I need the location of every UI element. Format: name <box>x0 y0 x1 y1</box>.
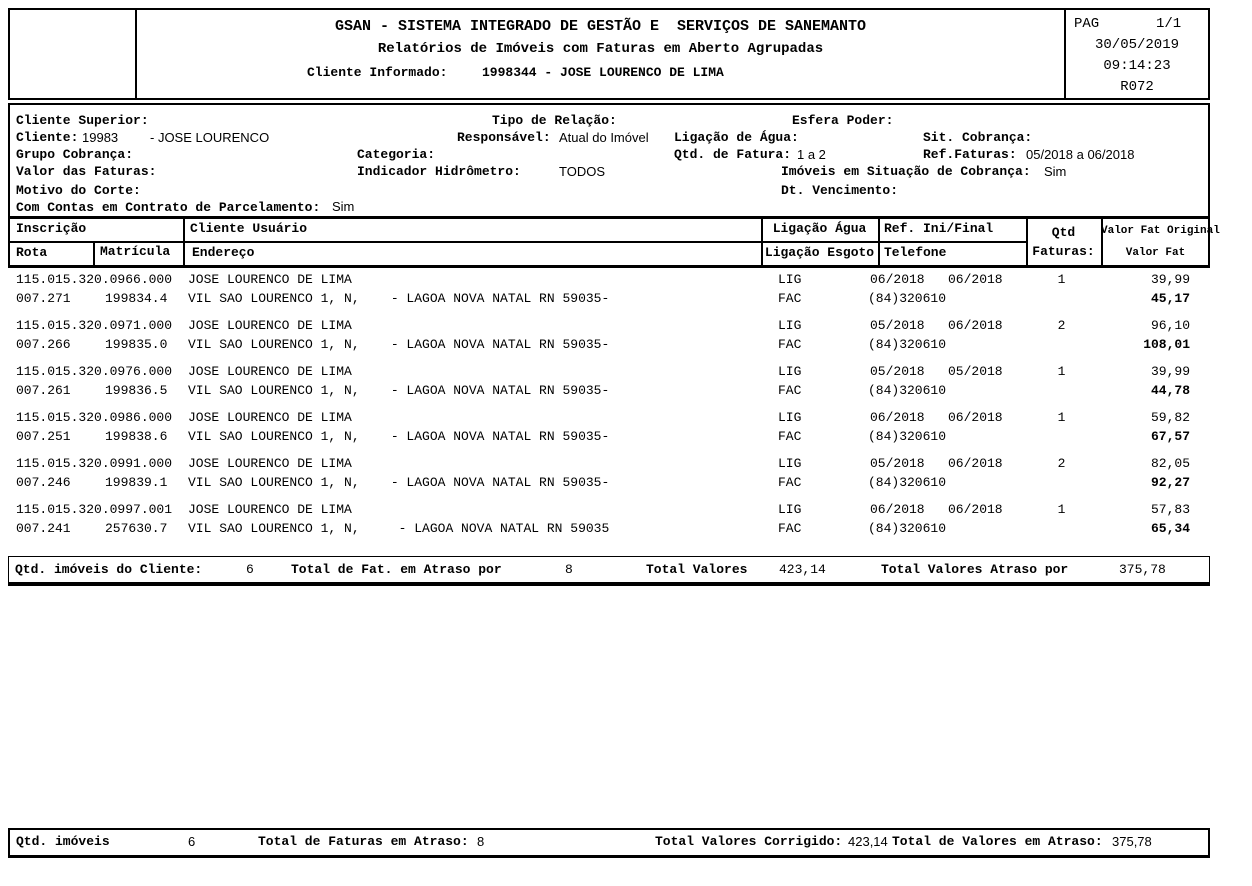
table-row <box>8 268 1210 314</box>
filter-valor-faturas-label: Valor das Faturas: <box>16 164 157 179</box>
footer-qtd-imoveis-value: 6 <box>188 834 196 849</box>
filter-indicador-hidrometro-value: TODOS <box>559 164 605 179</box>
cliente-informado-value: 1998344 - JOSE LOURENCO DE LIMA <box>482 65 724 80</box>
filter-responsavel-label: Responsável: <box>457 130 551 145</box>
cell-ref-ini: 05/2018 <box>870 318 925 333</box>
cell-cliente: JOSE LOURENCO DE LIMA <box>188 364 352 379</box>
cell-valor-fat: 108,01 <box>1143 337 1190 352</box>
cell-rota: 007.261 <box>16 383 71 398</box>
filter-qtd-fatura-value: 1 a 2 <box>797 147 826 162</box>
cell-telefone: (84)320610 <box>868 291 947 306</box>
cell-rota: 007.266 <box>16 337 71 352</box>
cell-ref-final: 06/2018 <box>948 410 1003 425</box>
cell-ref-ini: 05/2018 <box>870 364 925 379</box>
cell-valor-original: 39,99 <box>1150 272 1190 287</box>
filter-ref-faturas-value: 05/2018 a 06/2018 <box>1026 147 1135 162</box>
cell-matricula: 199835.0 <box>105 337 168 352</box>
cell-endereco: VIL SAO LOURENCO 1, N, - LAGOA NOVA NATAL RN 59035- <box>188 383 610 398</box>
client-summary-bar <box>8 556 1210 586</box>
cell-cliente: JOSE LOURENCO DE LIMA <box>188 410 352 425</box>
filter-categoria-label: Categoria: <box>357 147 436 162</box>
cell-rota: 007.271 <box>16 291 71 306</box>
table-row <box>8 314 1210 360</box>
cell-ligacao-agua: LIG <box>778 410 802 425</box>
cell-telefone: (84)320610 <box>868 383 947 398</box>
footer-qtd-imoveis-label: Qtd. imóveis <box>16 834 110 849</box>
cell-inscricao: 115.015.320.0997.001 <box>16 502 173 517</box>
col-header-cliente-usuario: Cliente Usuário <box>190 221 308 236</box>
col-header-valor-fat-original: Valor Fat Original <box>1101 225 1220 237</box>
cell-valor-fat: 92,27 <box>1150 475 1190 490</box>
cell-telefone: (84)320610 <box>868 429 947 444</box>
filter-imoveis-situacao-label: Imóveis em Situação de Cobrança: <box>781 164 1031 179</box>
summary-total-fat-atraso-label: Total de Fat. em Atraso por <box>291 562 502 577</box>
summary-qtd-imoveis-value: 6 <box>246 562 254 577</box>
cell-ref-final: 06/2018 <box>948 456 1003 471</box>
report-code: R072 <box>1120 79 1154 95</box>
cell-valor-fat: 45,17 <box>1150 291 1190 306</box>
cliente-informado-label: Cliente Informado: <box>307 65 448 80</box>
cell-cliente: JOSE LOURENCO DE LIMA <box>188 502 352 517</box>
table-row <box>8 406 1210 452</box>
header-page-box <box>1064 8 1210 100</box>
cell-matricula: 199834.4 <box>105 291 168 306</box>
filter-cliente-name: - JOSE LOURENCO <box>150 130 270 145</box>
cell-ligacao-agua: LIG <box>778 364 802 379</box>
cell-ref-ini: 06/2018 <box>870 502 925 517</box>
cell-valor-original: 39,99 <box>1150 364 1190 379</box>
page-totals-bar <box>8 828 1210 858</box>
cell-valor-fat: 67,57 <box>1150 429 1190 444</box>
cell-rota: 007.241 <box>16 521 71 536</box>
col-header-endereco: Endereço <box>192 245 255 260</box>
cell-ref-final: 05/2018 <box>948 364 1003 379</box>
col-header-ref-ini-final: Ref. Ini/Final <box>884 221 994 236</box>
header-title-box <box>135 8 1066 100</box>
cell-inscricao: 115.015.320.0991.000 <box>16 456 173 471</box>
filter-cliente-label: Cliente: <box>16 130 79 145</box>
filter-imoveis-situacao-value: Sim <box>1044 164 1067 179</box>
cell-ref-final: 06/2018 <box>948 272 1003 287</box>
cell-qtd-faturas: 1 <box>1057 502 1066 517</box>
report-date: 30/05/2019 <box>1094 37 1179 53</box>
cell-ref-final: 06/2018 <box>948 318 1003 333</box>
filter-ligacao-agua-label: Ligação de Água: <box>674 130 799 145</box>
cell-ref-ini: 06/2018 <box>870 410 925 425</box>
cell-qtd-faturas: 2 <box>1057 318 1066 333</box>
cell-endereco: VIL SAO LOURENCO 1, N, - LAGOA NOVA NATAL RN 59035 <box>188 521 610 536</box>
page-number: 1/1 <box>1156 16 1182 32</box>
cell-cliente: JOSE LOURENCO DE LIMA <box>188 456 352 471</box>
summary-total-valores-value: 423,14 <box>779 562 826 577</box>
cell-matricula: 199839.1 <box>105 475 168 490</box>
cell-rota: 007.246 <box>16 475 71 490</box>
cell-matricula: 199838.6 <box>105 429 168 444</box>
cell-matricula: 199836.5 <box>105 383 168 398</box>
pag-label: PAG <box>1074 16 1100 32</box>
report-time: 09:14:23 <box>1103 58 1171 74</box>
cell-valor-fat: 65,34 <box>1150 521 1190 536</box>
col-header-telefone: Telefone <box>884 245 947 260</box>
cell-cliente: JOSE LOURENCO DE LIMA <box>188 272 352 287</box>
col-header-valor-fat: Valor Fat <box>1125 247 1186 259</box>
cell-ligacao-esgoto: FAC <box>778 475 802 490</box>
filter-ref-faturas-label: Ref.Faturas: <box>923 147 1017 162</box>
cell-valor-fat: 44,78 <box>1150 383 1190 398</box>
summary-total-valores-atraso-label: Total Valores Atraso por <box>881 562 1069 577</box>
cell-inscricao: 115.015.320.0966.000 <box>16 272 173 287</box>
cell-endereco: VIL SAO LOURENCO 1, N, - LAGOA NOVA NATAL RN 59035- <box>188 337 610 352</box>
cell-telefone: (84)320610 <box>868 521 947 536</box>
cell-valor-original: 59,82 <box>1150 410 1190 425</box>
col-header-ligacao-esgoto: Ligação Esgoto <box>764 245 875 260</box>
cell-valor-original: 96,10 <box>1150 318 1190 333</box>
cell-qtd-faturas: 2 <box>1057 456 1066 471</box>
filter-cliente-code: 19983 <box>82 130 119 145</box>
col-header-faturas: Faturas: <box>1032 244 1095 259</box>
cell-inscricao: 115.015.320.0976.000 <box>16 364 173 379</box>
cell-qtd-faturas: 1 <box>1057 410 1066 425</box>
cell-ligacao-esgoto: FAC <box>778 521 802 536</box>
table-row <box>8 452 1210 498</box>
cell-valor-original: 82,05 <box>1150 456 1190 471</box>
filter-qtd-fatura-label: Qtd. de Fatura: <box>674 147 792 162</box>
filter-motivo-corte-label: Motivo do Corte: <box>16 183 141 198</box>
cell-ligacao-esgoto: FAC <box>778 291 802 306</box>
cell-ligacao-esgoto: FAC <box>778 383 802 398</box>
cell-ligacao-agua: LIG <box>778 272 802 287</box>
summary-total-fat-atraso-value: 8 <box>565 562 573 577</box>
col-header-qtd: Qtd <box>1051 225 1076 240</box>
cell-ligacao-agua: LIG <box>778 318 802 333</box>
cell-ligacao-esgoto: FAC <box>778 337 802 352</box>
cell-matricula: 257630.7 <box>105 521 168 536</box>
summary-total-valores-label: Total Valores <box>646 562 748 577</box>
filter-cliente-superior-label: Cliente Superior: <box>16 113 149 128</box>
cell-telefone: (84)320610 <box>868 337 947 352</box>
col-header-inscricao: Inscrição <box>16 221 87 236</box>
cell-qtd-faturas: 1 <box>1057 272 1066 287</box>
header-logo-box <box>8 8 137 100</box>
filter-tipo-relacao-label: Tipo de Relação: <box>492 113 617 128</box>
cell-ref-ini: 05/2018 <box>870 456 925 471</box>
cell-ligacao-agua: LIG <box>778 456 802 471</box>
table-header <box>8 216 1220 268</box>
col-header-ligacao-agua: Ligação Água <box>772 221 867 236</box>
summary-total-valores-atraso-value: 375,78 <box>1119 562 1166 577</box>
cell-endereco: VIL SAO LOURENCO 1, N, - LAGOA NOVA NATAL RN 59035- <box>188 291 610 306</box>
table-row <box>8 498 1210 544</box>
cell-ligacao-agua: LIG <box>778 502 802 517</box>
cell-valor-original: 57,83 <box>1150 502 1190 517</box>
report-subtitle: Relatórios de Imóveis com Faturas em Aberto Agrupadas <box>377 41 824 57</box>
cell-qtd-faturas: 1 <box>1057 364 1066 379</box>
cell-endereco: VIL SAO LOURENCO 1, N, - LAGOA NOVA NATAL RN 59035- <box>188 475 610 490</box>
cell-rota: 007.251 <box>16 429 71 444</box>
filter-contrato-parcelamento-value: Sim <box>332 199 355 214</box>
divider <box>10 241 1026 243</box>
table-row <box>8 360 1210 406</box>
col-header-rota: Rota <box>16 245 48 260</box>
filter-grupo-cobranca-label: Grupo Cobrança: <box>16 147 134 162</box>
divider <box>93 241 95 265</box>
filter-esfera-poder-label: Esfera Poder: <box>792 113 894 128</box>
cell-inscricao: 115.015.320.0986.000 <box>16 410 173 425</box>
footer-total-valores-atraso-label: Total de Valores em Atraso: <box>892 834 1103 849</box>
cell-telefone: (84)320610 <box>868 475 947 490</box>
col-header-matricula: Matrícula <box>100 244 171 259</box>
table-body <box>8 268 1210 556</box>
footer-total-faturas-atraso-label: Total de Faturas em Atraso: <box>258 834 469 849</box>
filter-responsavel-value: Atual do Imóvel <box>559 130 649 145</box>
summary-qtd-imoveis-label: Qtd. imóveis do Cliente: <box>15 562 203 577</box>
footer-total-valores-atraso-value: 375,78 <box>1112 834 1152 849</box>
filter-contrato-parcelamento-label: Com Contas em Contrato de Parcelamento: <box>16 200 321 215</box>
footer-total-valores-corrigido-value: 423,14 <box>848 834 888 849</box>
cell-inscricao: 115.015.320.0971.000 <box>16 318 173 333</box>
filters-box <box>8 103 1210 216</box>
cell-endereco: VIL SAO LOURENCO 1, N, - LAGOA NOVA NATAL RN 59035- <box>188 429 610 444</box>
footer-total-faturas-atraso-value: 8 <box>477 834 485 849</box>
cell-cliente: JOSE LOURENCO DE LIMA <box>188 318 352 333</box>
filter-sit-cobranca-label: Sit. Cobrança: <box>923 130 1033 145</box>
filter-indicador-hidrometro-label: Indicador Hidrômetro: <box>357 164 521 179</box>
report-title: GSAN - SISTEMA INTEGRADO DE GESTÃO E SERVIÇOS DE SANEMANTO <box>334 18 867 35</box>
cell-ref-ini: 06/2018 <box>870 272 925 287</box>
footer-total-valores-corrigido-label: Total Valores Corrigido: <box>655 834 843 849</box>
cell-ref-final: 06/2018 <box>948 502 1003 517</box>
filter-dt-vencimento-label: Dt. Vencimento: <box>781 183 899 198</box>
cell-ligacao-esgoto: FAC <box>778 429 802 444</box>
